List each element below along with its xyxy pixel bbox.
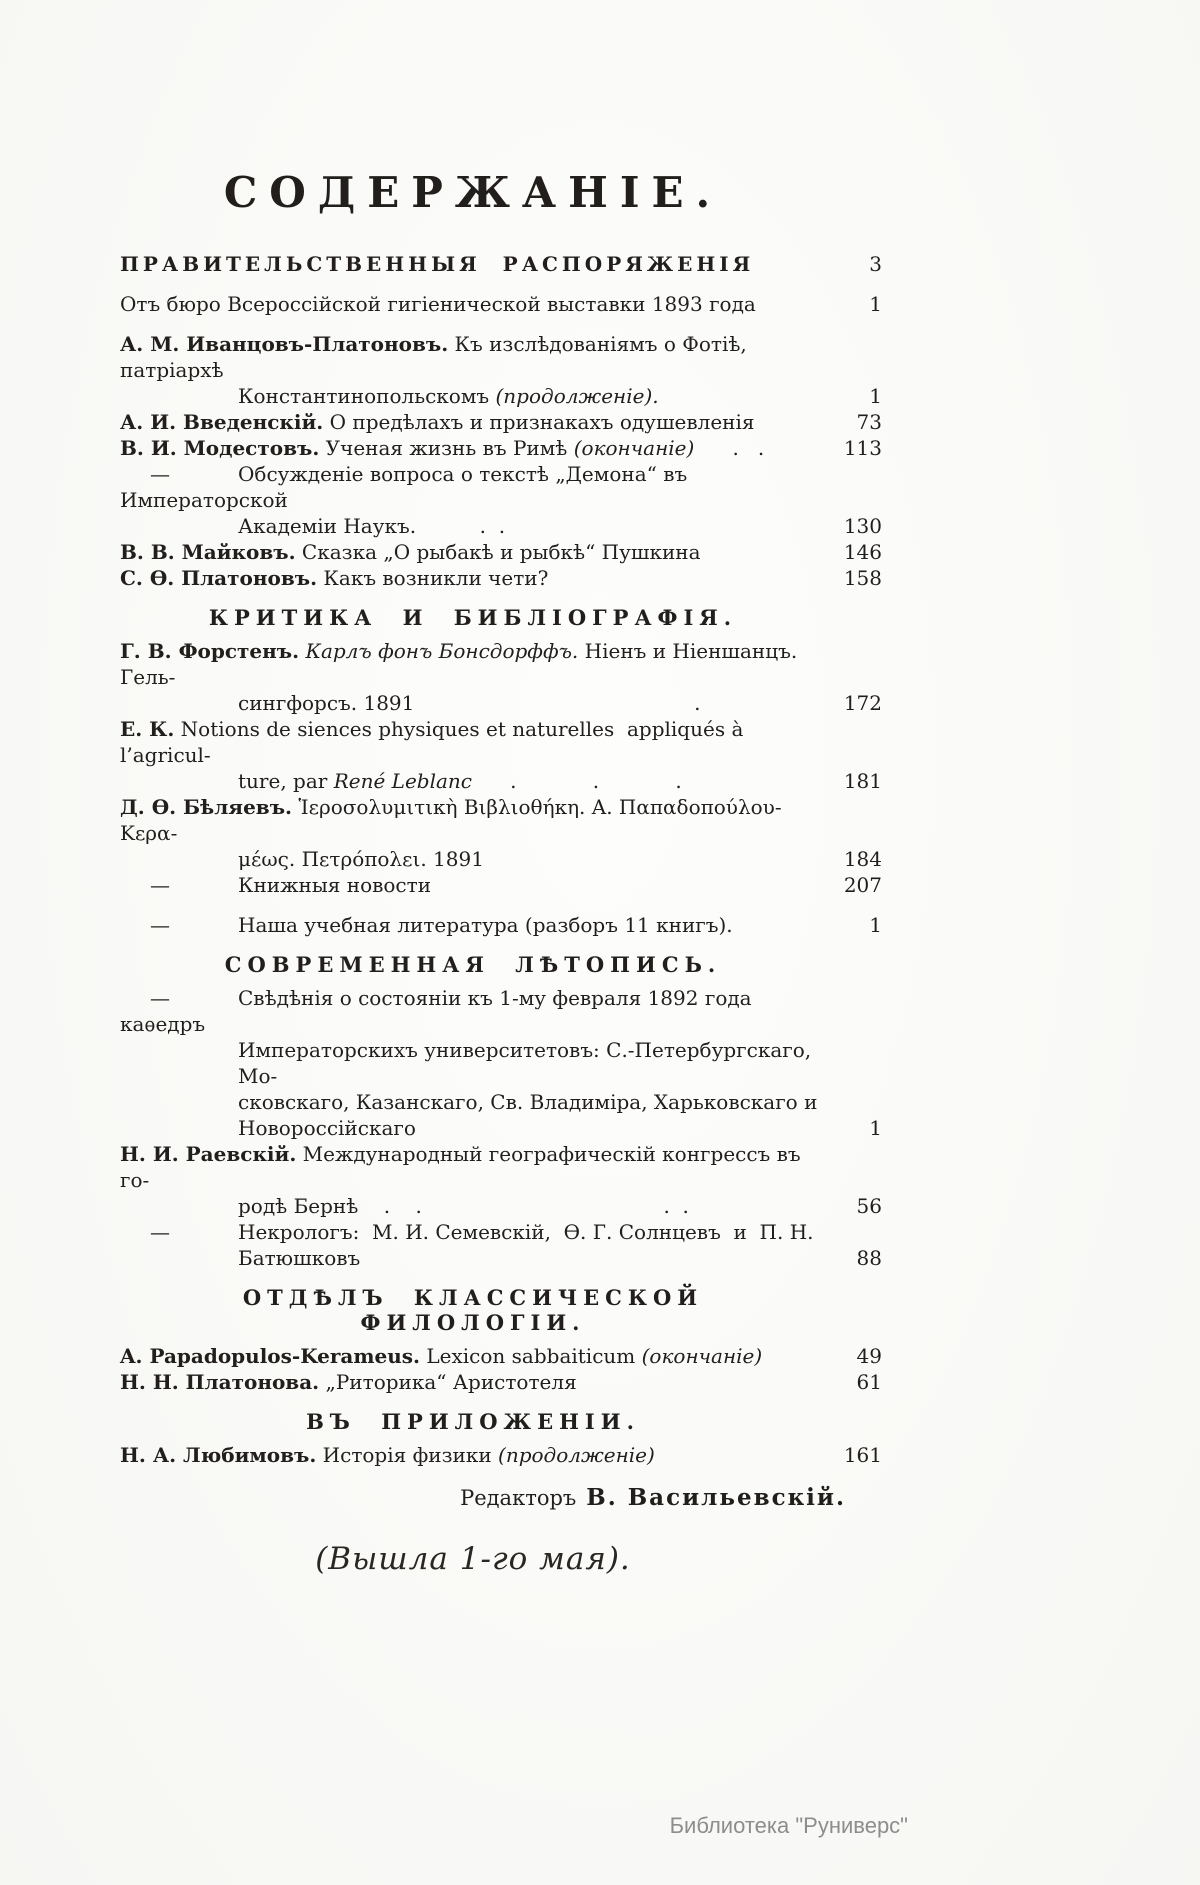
page-number: 1 [869,292,882,316]
toc [120,251,882,1468]
text-run: сковскаго, Казанскаго, Св. Владиміра, Харьковскаго и [238,1090,818,1114]
toc-entry [120,539,882,565]
entry-text [120,768,826,794]
toc-line [120,1089,882,1115]
toc-entry [120,331,882,409]
page-number: 1 [869,913,882,937]
toc-line [120,565,882,591]
page-number: 3 [869,252,882,276]
page-number: 181 [843,769,882,793]
text-run: A. Papadopulos-Kerameus. [120,1344,421,1368]
entry-text [120,1442,826,1468]
text-run: В. В. Майковъ. [120,540,296,564]
page-number: 146 [843,540,882,564]
page-number: 1 [869,1116,882,1140]
toc-entry [120,461,882,539]
entry-text [120,1219,826,1245]
text-run: . [414,691,701,715]
entry-text [120,912,826,938]
toc-entry [120,435,882,461]
text-run: Карлъ фонъ Бонсдорффъ. [305,639,579,663]
entry-text [120,872,826,898]
entry-text [120,1193,826,1219]
entry-text [120,985,826,1037]
toc-line [120,768,882,794]
text-run: О предѣлахъ и признакахъ одушевленія [323,410,755,434]
page-number: 172 [843,691,882,715]
toc-entry [120,565,882,591]
text-run: Некрологъ: М. И. Семевскій, Ѳ. Г. Солнцевъ и П. Н. [238,1220,814,1244]
toc-entry [120,872,882,898]
text-run: Исторія физики [316,1443,499,1467]
toc-line [120,1369,882,1395]
toc-line [120,1193,882,1219]
section-heading: СОВРЕМЕННАЯ ЛѢТОПИСЬ. [224,952,722,977]
text-run: Н. И. Раевскій. [120,1142,297,1166]
dash-mark: — [150,1220,170,1244]
text-run: ПРАВИТЕЛЬСТВЕННЫЯ РАСПОРЯЖЕНІЯ [120,252,755,276]
toc-entry [120,1141,882,1219]
toc-line [120,1245,882,1271]
editor-prefix: Редакторъ [460,1486,577,1510]
text-run: . . [416,514,506,538]
dash-mark: — [150,873,170,897]
text-run: Константинопольскомъ [238,384,496,408]
toc-line [120,1442,882,1468]
text-run: ture, par [238,769,334,793]
toc-line [120,435,882,461]
page-number: 113 [843,436,882,460]
text-run: (продолженіе). [495,384,659,408]
toc-entry [120,1369,882,1395]
entry-text [120,716,826,768]
page-number: 207 [843,873,882,897]
toc-line [120,1037,882,1089]
entry-text [120,846,826,872]
toc-line [120,1115,882,1141]
toc-line [120,409,882,435]
toc-entry [120,638,882,716]
text-run: Какъ возникли чети? [317,566,549,590]
page-number: 158 [843,566,882,590]
entry-text [120,638,826,690]
text-run: Академіи Наукъ. [238,514,417,538]
text-run: „Риторика“ Аристотеля [319,1370,577,1394]
text-run: . . . [471,769,682,793]
toc-entry [120,912,882,938]
dash-mark: — [150,462,170,486]
text-run: Книжныя новости [238,873,432,897]
entry-text [120,1245,826,1271]
text-run: родѣ Бернѣ . . [238,1194,422,1218]
toc-entry [120,1219,882,1271]
page-title: СОДЕРЖАНІЕ. [223,168,723,217]
toc-entry [120,251,882,277]
toc-line [120,1141,882,1193]
entry-text [120,513,826,539]
text-run: Г. В. Форстенъ. [120,639,300,663]
dash-mark: — [150,986,170,1010]
text-run: В. И. Модестовъ. [120,436,320,460]
page-number: 88 [856,1246,882,1270]
handwritten-note: (Вышла 1-го мая). [315,1541,631,1577]
section-heading: ОТДѢЛЪ КЛАССИЧЕСКОЙ ФИЛОЛОГІИ. [242,1285,704,1335]
text-run: Н. А. Любимовъ. [120,1443,317,1467]
text-run: Императорскихъ университетовъ: С.-Петербургскаго, Мо- [238,1038,818,1088]
entry-text [120,1369,826,1395]
text-run: Отъ бюро Всероссійской гигіенической выставки 1893 года [120,292,756,316]
text-run: Батюшковъ [238,1246,361,1270]
text-run: (окончаніе) [641,1344,763,1368]
text-run: Свѣдѣнія о состояніи къ 1-му февраля 1892 года каѳедръ [120,986,758,1036]
page-number: 130 [843,514,882,538]
text-run: Notions de siences physiques et naturelles appliqués à l’agricul- [120,717,750,767]
text-run: Къ изслѣдованіямъ о Фотіѣ, патріархѣ [120,332,754,382]
watermark: Библиотека "Руниверс" [669,1813,908,1838]
entry-text [120,1343,826,1369]
text-run: сингфорсъ. 1891 [238,691,415,715]
toc-line [120,331,882,383]
dash-mark: — [150,913,170,937]
toc-line [120,846,882,872]
text-run: René Leblanc [333,769,472,793]
text-run: Ученая жизнь въ Римѣ [319,436,574,460]
toc-entry [120,716,882,794]
text-run: Новороссійскаго [238,1116,416,1140]
toc-entry [120,1343,882,1369]
toc-line [120,461,882,513]
toc-entry [120,409,882,435]
text-run: С. Ѳ. Платоновъ. [120,566,318,590]
toc-entry [120,794,882,872]
entry-text [120,461,826,513]
entry-text [120,435,826,461]
text-run: (окончаніе) [573,436,695,460]
toc-entry [120,1442,882,1468]
page-number: 73 [856,410,882,434]
page-number: 161 [843,1443,882,1467]
section-heading: ВЪ ПРИЛОЖЕНІИ. [306,1409,640,1434]
page-number: 1 [869,384,882,408]
toc-line [120,716,882,768]
toc-line [120,291,882,317]
toc-line [120,513,882,539]
entry-text [120,383,826,409]
page-number: 49 [856,1344,882,1368]
text-run: А. М. Иванцовъ-Платоновъ. [120,332,449,356]
entry-text [120,1141,826,1193]
entry-text [120,565,826,591]
text-run: Д. Ѳ. Бѣляевъ. [120,795,293,819]
text-run: Lexicon sabbaiticum [420,1344,642,1368]
editor-line [120,1484,846,1511]
editor-name: В. Васильевскій. [586,1484,846,1511]
toc-line [120,638,882,690]
toc-line [120,1219,882,1245]
entry-text [120,539,826,565]
text-run: Наша учебная литература (разборъ 11 книгъ). [238,913,733,937]
text-run: . . [421,1194,689,1218]
page-number: 61 [856,1370,882,1394]
entry-text [120,331,826,383]
entry-text [120,291,826,317]
entry-text [120,690,826,716]
toc-line [120,872,882,898]
toc-page [120,0,882,1577]
section-heading: КРИТИКА И БИБЛІОГРАФІЯ. [208,605,738,630]
text-run: Н. Н. Платонова. [120,1370,320,1394]
text-run: μέως. Πετρόπολει. 1891 [238,847,484,871]
entry-text [120,409,826,435]
text-run: (продолженіе) [498,1443,655,1467]
toc-line [120,794,882,846]
toc-entry [120,291,882,317]
toc-line [120,539,882,565]
toc-line [120,383,882,409]
toc-line [120,690,882,716]
entry-text [120,1115,826,1141]
text-run: Обсужденіе вопроса о текстѣ „Демона“ въ Императорской [120,462,694,512]
toc-line [120,985,882,1037]
entry-text [120,251,826,277]
entry-text [120,1037,826,1089]
text-run: Ἱεροσολυμιτικὴ Βιβλιοθήκη. Α. Παπαδοπούλου-Κερα- [120,795,782,845]
toc-entry [120,985,882,1141]
text-run: . . [694,436,765,460]
entry-text [120,794,826,846]
text-run: Ніенъ и Ніеншанцъ. Гель- [120,639,804,689]
text-run: Международный географическій конгрессъ въ го- [120,1142,807,1192]
toc-line [120,251,882,277]
text-run: А. И. Введенскій. [120,410,324,434]
text-run: Сказка „О рыбакѣ и рыбкѣ“ Пушкина [295,540,701,564]
page-number: 56 [856,1194,882,1218]
text-run: Е. К. [120,717,175,741]
page-number: 184 [843,847,882,871]
toc-line [120,1343,882,1369]
toc-line [120,912,882,938]
entry-text [120,1089,826,1115]
